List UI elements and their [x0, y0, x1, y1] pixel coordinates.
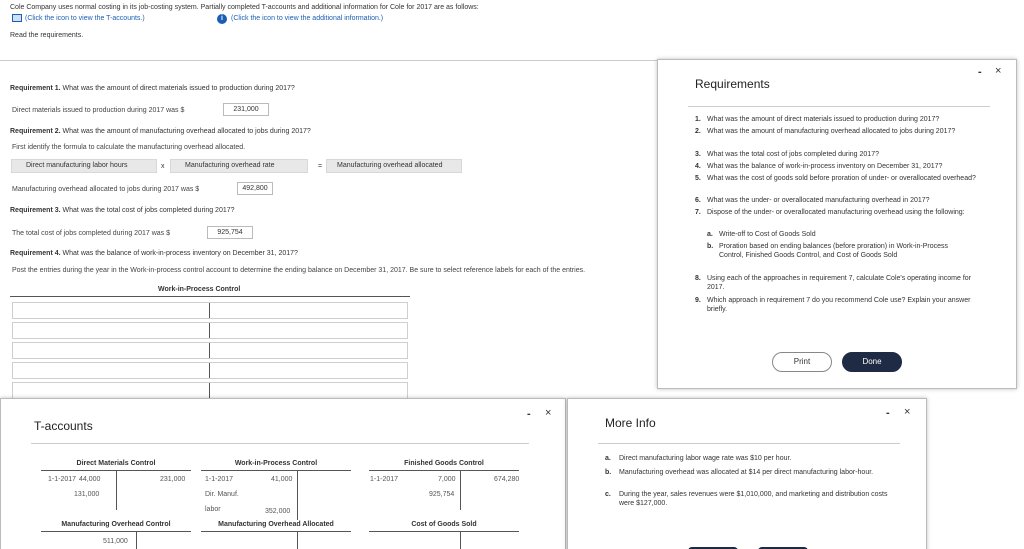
requirement-item: 3. What was the total cost of jobs completed during 2017?	[695, 151, 879, 158]
taccounts-link[interactable]: (Click the icon to view the T-accounts.)	[25, 15, 145, 22]
req3-heading: Requirement 3. What was the total cost of jobs completed during 2017?	[10, 207, 235, 214]
taccounts-panel	[0, 398, 566, 549]
dm-credit1: 231,000	[160, 476, 186, 483]
table-icon[interactable]	[12, 14, 22, 22]
wip-row[interactable]	[12, 322, 408, 339]
req2-formula-prompt: First identify the formula to calculate the manufacturing overhead allocated.	[12, 144, 246, 151]
wip-tacc-debit3: 352,000	[265, 508, 291, 515]
info-icon[interactable]: i	[217, 14, 227, 24]
wip-credit-cell[interactable]	[210, 343, 407, 358]
requirements-panel	[657, 59, 1017, 389]
done-button[interactable]: Done	[842, 352, 902, 372]
formula-overhead-allocated-select[interactable]: Manufacturing overhead allocated	[326, 159, 462, 173]
requirements-divider	[688, 106, 990, 107]
dm-date: 1-1-2017	[48, 476, 77, 483]
wip-row[interactable]	[12, 342, 408, 359]
moc-title: Manufacturing Overhead Control	[61, 521, 171, 528]
req1-heading: Requirement 1. What was the amount of direct materials issued to production during 2017?	[10, 85, 295, 92]
wip-title: Work-in-Process Control	[158, 286, 241, 293]
wip-tacc-debit1: 41,000	[271, 476, 293, 483]
moa-center-line	[297, 531, 298, 549]
wip-tacc-title: Work-in-Process Control	[234, 460, 318, 467]
equals-operator: =	[318, 163, 323, 170]
close-icon[interactable]: ×	[545, 407, 552, 419]
wip-row[interactable]	[12, 302, 408, 319]
req2-answer-label: Manufacturing overhead allocated to jobs during 2017 was $	[12, 186, 200, 193]
fg-center-line	[460, 470, 461, 510]
fg-debit2: 925,754	[429, 491, 455, 498]
wip-row[interactable]	[12, 382, 408, 399]
more-info-item: b. Manufacturing overhead was allocated at $14 per direct manufacturing labor-hour.	[605, 469, 874, 476]
cogs-title: Cost of Goods Sold	[411, 521, 477, 528]
minimize-icon[interactable]: -	[527, 408, 531, 420]
requirement-item: 1. What was the amount of direct materials issued to production during 2017?	[695, 116, 940, 123]
formula-overhead-rate-select[interactable]: Manufacturing overhead rate	[170, 159, 308, 173]
moa-top-line	[201, 531, 351, 532]
more-info-panel	[567, 398, 927, 549]
requirement-item: 7. Dispose of the under- or overallocated manufacturing overhead using the following:	[695, 209, 965, 216]
dm-center-line	[116, 470, 117, 510]
moc-top-line	[41, 531, 191, 532]
wip-debit-cell[interactable]	[13, 363, 210, 378]
wip-tacc-label2: Dir. Manuf.	[205, 491, 239, 498]
more-info-title: More Info	[605, 416, 656, 430]
more-info-divider	[598, 443, 900, 444]
req1-answer-input[interactable]: 231,000	[223, 103, 269, 116]
wip-top-line	[10, 296, 410, 297]
moc-debit1: 511,000	[103, 538, 128, 545]
wip-credit-cell[interactable]	[210, 323, 407, 338]
fg-title: Finished Goods Control	[404, 460, 484, 467]
dm-debit1: 44,000	[79, 476, 101, 483]
wip-debit-cell[interactable]	[13, 303, 210, 318]
moa-title: Manufacturing Overhead Allocated	[218, 521, 334, 528]
info-link[interactable]: (Click the icon to view the additional information.)	[231, 15, 384, 22]
wip-tacc-top-line	[201, 470, 351, 471]
taccounts-title: T-accounts	[34, 419, 93, 433]
dm-title: Direct Materials Control	[76, 460, 156, 467]
intro-text: Cole Company uses normal costing in its job-costing system. Partially completed T-accounts and additional information for Cole for 2017 are as follows:	[10, 4, 479, 11]
dm-debit2: 131,000	[74, 491, 100, 498]
cogs-top-line	[369, 531, 519, 532]
read-requirements-link[interactable]: Read the requirements.	[10, 32, 84, 39]
req2-heading: Requirement 2. What was the amount of manufacturing overhead allocated to jobs during 2017?	[10, 128, 311, 135]
formula-labor-hours-select[interactable]: Direct manufacturing labor hours	[11, 159, 157, 173]
read-requirements-text	[10, 32, 83, 39]
wip-tacc-label3: labor	[205, 506, 221, 513]
wip-row[interactable]	[12, 362, 408, 379]
moc-center-line	[136, 531, 137, 549]
minimize-icon[interactable]: -	[978, 66, 982, 78]
requirement-subitem: a. Write-off to Cost of Goods Sold	[707, 231, 816, 238]
fg-credit1: 674,280	[494, 476, 520, 483]
req3-answer-input[interactable]: 925,754	[207, 226, 253, 239]
req1-answer-label: Direct materials issued to production during 2017 was $	[12, 107, 185, 114]
requirement-item: 8. Using each of the approaches in requirement 7, calculate Cole's operating income for 2017.	[695, 275, 971, 291]
wip-credit-cell[interactable]	[210, 363, 407, 378]
minimize-icon[interactable]: -	[886, 407, 890, 419]
requirement-item: 2. What was the amount of manufacturing overhead allocated to jobs during 2017?	[695, 128, 956, 135]
divider	[0, 60, 660, 61]
taccounts-divider	[31, 443, 529, 444]
requirements-title: Requirements	[695, 77, 770, 91]
more-info-item: c. During the year, sales revenues were $1,010,000, and marketing and distribution costs were $127,000.	[605, 491, 888, 507]
close-icon[interactable]: ×	[995, 65, 1002, 77]
fg-debit1: 7,000	[438, 476, 456, 483]
wip-credit-cell[interactable]	[210, 303, 407, 318]
req3-answer-label: The total cost of jobs completed during 2017 was $	[12, 230, 170, 237]
requirement-subitem: b. Proration based on ending balances (before proration) in Work-in-Process Control, Finished Goods Control, and Cost of Goods Sold	[707, 243, 949, 259]
req4-heading: Requirement 4. What was the balance of work-in-process inventory on December 31, 2017?	[10, 250, 298, 257]
cogs-center-line	[460, 531, 461, 549]
wip-debit-cell[interactable]	[13, 343, 210, 358]
wip-credit-cell[interactable]	[210, 383, 407, 398]
wip-tacc-center-line	[297, 470, 298, 520]
requirement-item: 5. What was the cost of goods sold before proration of under- or overallocated overhead?	[695, 175, 976, 182]
fg-date: 1-1-2017	[370, 476, 399, 483]
times-operator: x	[161, 163, 165, 170]
more-info-item: a. Direct manufacturing labor wage rate was $10 per hour.	[605, 455, 792, 462]
wip-debit-cell[interactable]	[13, 383, 210, 398]
req4-instruction: Post the entries during the year in the Work-in-process control account to determine the ending balance on December 31, 2017. Be sure to select reference labels for each of the entries.	[12, 267, 586, 274]
requirement-item: 4. What was the balance of work-in-process inventory on December 31, 2017?	[695, 163, 943, 170]
requirement-item: 9. Which approach in requirement 7 do you recommend Cole use? Explain your answer briefly.	[695, 297, 971, 313]
print-button[interactable]: Print	[772, 352, 832, 372]
fg-top-line	[369, 470, 519, 471]
wip-debit-cell[interactable]	[13, 323, 210, 338]
requirement-item: 6. What was the under- or overallocated manufacturing overhead in 2017?	[695, 197, 930, 204]
close-icon[interactable]: ×	[904, 406, 911, 418]
req2-answer-input[interactable]: 492,800	[237, 182, 273, 195]
wip-tacc-date: 1-1-2017	[205, 476, 234, 483]
